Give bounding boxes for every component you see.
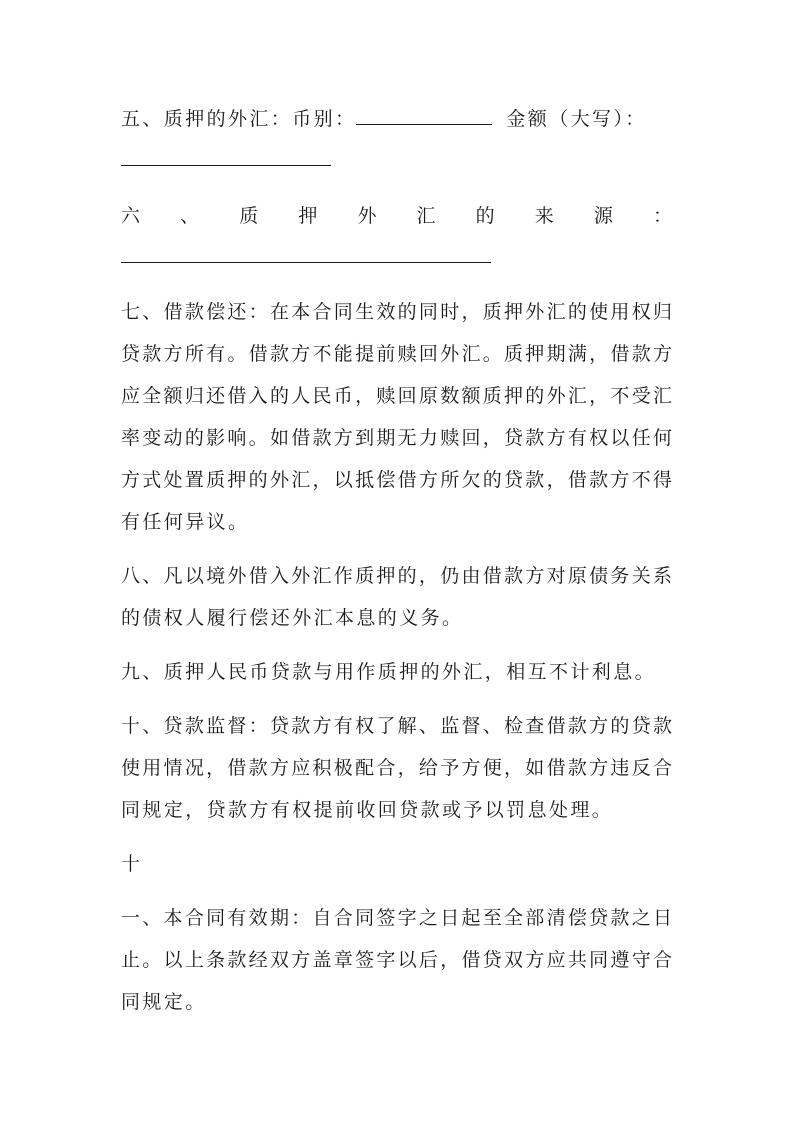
clause-6-char: ： — [652, 205, 672, 227]
clause-6-char: 源 — [593, 205, 613, 227]
clause-11-number: 十 — [121, 853, 143, 875]
clause-9-line: 九、质押人民币贷款与用作质押的外汇，相互不计利息。 — [121, 661, 657, 683]
clause-8-line: 八、凡以境外借入外汇作质押的，仍由借款方对原债务关系 — [121, 565, 672, 587]
clause-7-line: 应全额归还借入的人民币，赎回原数额质押的外汇，不受汇 — [121, 385, 672, 407]
clause-6-char: 外 — [357, 205, 377, 227]
clause-11-line: 止。以上条款经双方盖章签字以后，借贷双方应共同遵守合 — [121, 949, 672, 971]
clause-11-line: 一、本合同有效期：自合同签字之日起至全部清偿贷款之日 — [121, 907, 672, 929]
clause-7-line: 率变动的影响。如借款方到期无力赎回，贷款方有权以任何 — [121, 427, 672, 449]
clause-7-line: 七、借款偿还：在本合同生效的同时，质押外汇的使用权归 — [121, 301, 672, 323]
clause-6-char: 六 — [121, 205, 141, 227]
clause-5-line-1 — [121, 106, 672, 131]
clause-5-prefix: 五、质押的外汇：币别： — [121, 108, 357, 130]
clause-6-char: 质 — [239, 205, 259, 227]
clause-6-char: 来 — [534, 205, 554, 227]
clause-6-char: 的 — [475, 205, 495, 227]
clause-11-line: 同规定。 — [121, 991, 207, 1013]
clause-10-line: 十、贷款监督：贷款方有权了解、监督、检查借款方的贷款 — [121, 715, 672, 737]
clause-5-amount-label: 金额（大写）： — [506, 108, 647, 130]
clause-6-char: 汇 — [416, 205, 436, 227]
clause-6-line-1 — [121, 204, 672, 228]
clause-8-line: 的债权人履行偿还外汇本息的义务。 — [121, 607, 464, 629]
clause-6-char: 、 — [180, 205, 200, 227]
currency-blank[interactable] — [356, 106, 492, 125]
clause-6-char: 押 — [298, 205, 318, 227]
source-blank[interactable] — [121, 262, 491, 263]
clause-7-line: 方式处置质押的外汇，以抵偿借方所欠的贷款，借款方不得 — [121, 469, 672, 491]
clause-10-line: 使用情况，借款方应积极配合，给予方便，如借款方违反合 — [121, 757, 672, 779]
clause-7-line: 贷款方所有。借款方不能提前赎回外汇。质押期满，借款方 — [121, 343, 672, 365]
amount-blank[interactable] — [121, 165, 331, 166]
clause-10-line: 同规定，贷款方有权提前收回贷款或予以罚息处理。 — [121, 799, 614, 821]
clause-7-line: 有任何异议。 — [121, 511, 250, 533]
